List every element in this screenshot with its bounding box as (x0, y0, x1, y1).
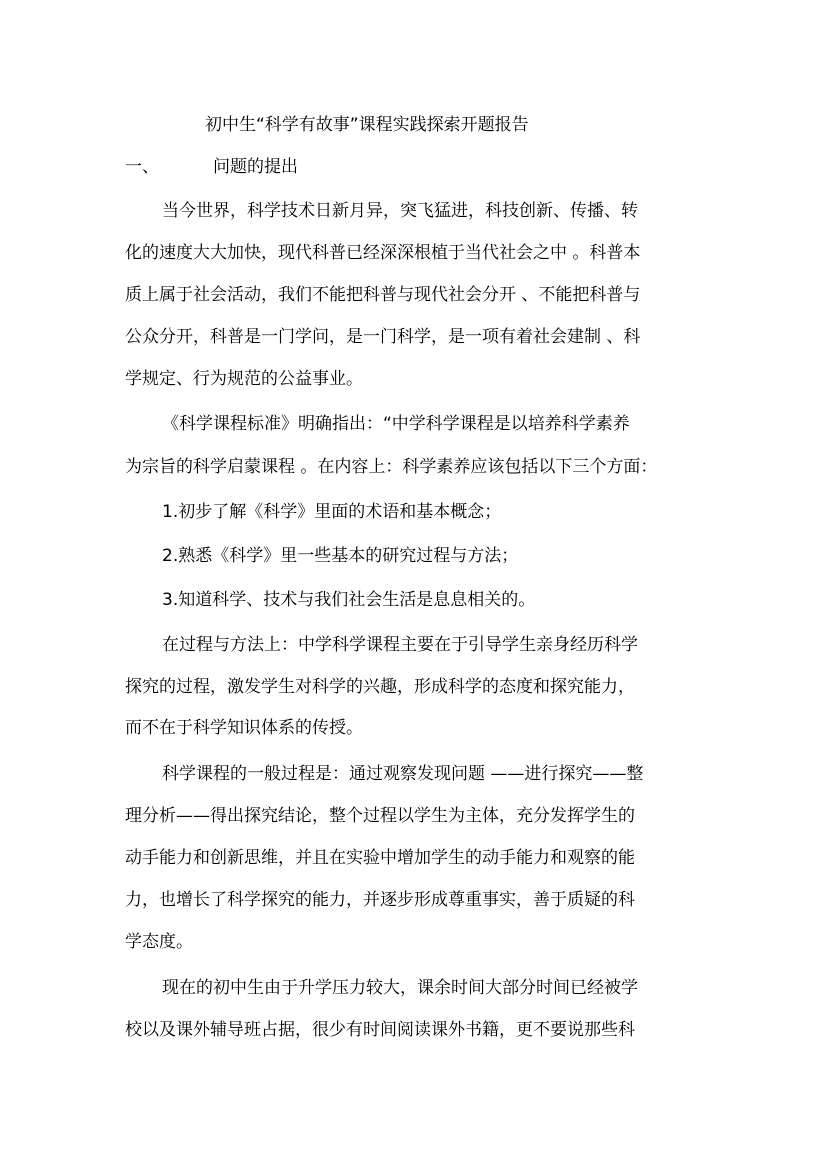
list-item: 2.熟悉《科学》里一些基本的研究过程与方法； (162, 546, 519, 566)
paragraph-line: 科学课程的一般过程是：通过观察发现问题 ——进行探究——整 (162, 764, 644, 784)
paragraph-line: 《科学课程标准》明确指出：“中学科学课程是以培养科学素养 (162, 414, 630, 434)
paragraph-line: 现在的初中生由于升学压力较大，课余时间大部分时间已经被学 (162, 978, 638, 998)
paragraph-line: 校以及课外辅导班占据，很少有时间阅读课外书籍，更不要说那些科 (125, 1020, 635, 1040)
paragraph-line: 学规定、行为规范的公益事业。 (125, 369, 363, 389)
paragraph-line: 在过程与方法上：中学科学课程主要在于引导学生亲身经历科学 (162, 635, 638, 655)
document-title: 初中生“科学有故事”课程实践探索开题报告 (205, 115, 529, 135)
paragraph-line: 质上属于社会活动，我们不能把科普与现代社会分开 、不能把科普与 (125, 285, 641, 305)
paragraph-line: 为宗旨的科学启蒙课程 。在内容上：科学素养应该包括以下三个方面： (125, 457, 658, 477)
paragraph-line: 理分析——得出探究结论，整个过程以学生为主体，充分发挥学生的 (125, 806, 635, 826)
paragraph-line: 而不在于科学知识体系的传授。 (125, 718, 363, 738)
paragraph-line: 探究的过程，激发学生对科学的兴趣，形成科学的态度和探究能力， (125, 677, 635, 697)
paragraph-line: 力，也增长了科学探究的能力，并逐步形成尊重事实，善于质疑的科 (125, 890, 635, 910)
paragraph-line: 当今世界，科学技术日新月异，突飞猛进，科技创新、传播、转 (162, 201, 638, 221)
list-item: 1.初步了解《科学》里面的术语和基本概念； (162, 502, 502, 522)
list-item: 3.知道科学、技术与我们社会生活是息息相关的。 (162, 590, 536, 610)
section-number: 一、 (125, 157, 159, 177)
paragraph-line: 学态度。 (125, 932, 193, 952)
paragraph-line: 动手能力和创新思维，并且在实验中增加学生的动手能力和观察的能 (125, 848, 635, 868)
paragraph-line: 公众分开，科普是一门学问，是一门科学，是一项有着社会建制 、科 (125, 327, 641, 347)
section-title: 问题的提出 (213, 157, 298, 177)
section-heading (125, 155, 298, 179)
paragraph-line: 化的速度大大加快，现代科普已经深深根植于当代社会之中 。科普本 (125, 243, 641, 263)
